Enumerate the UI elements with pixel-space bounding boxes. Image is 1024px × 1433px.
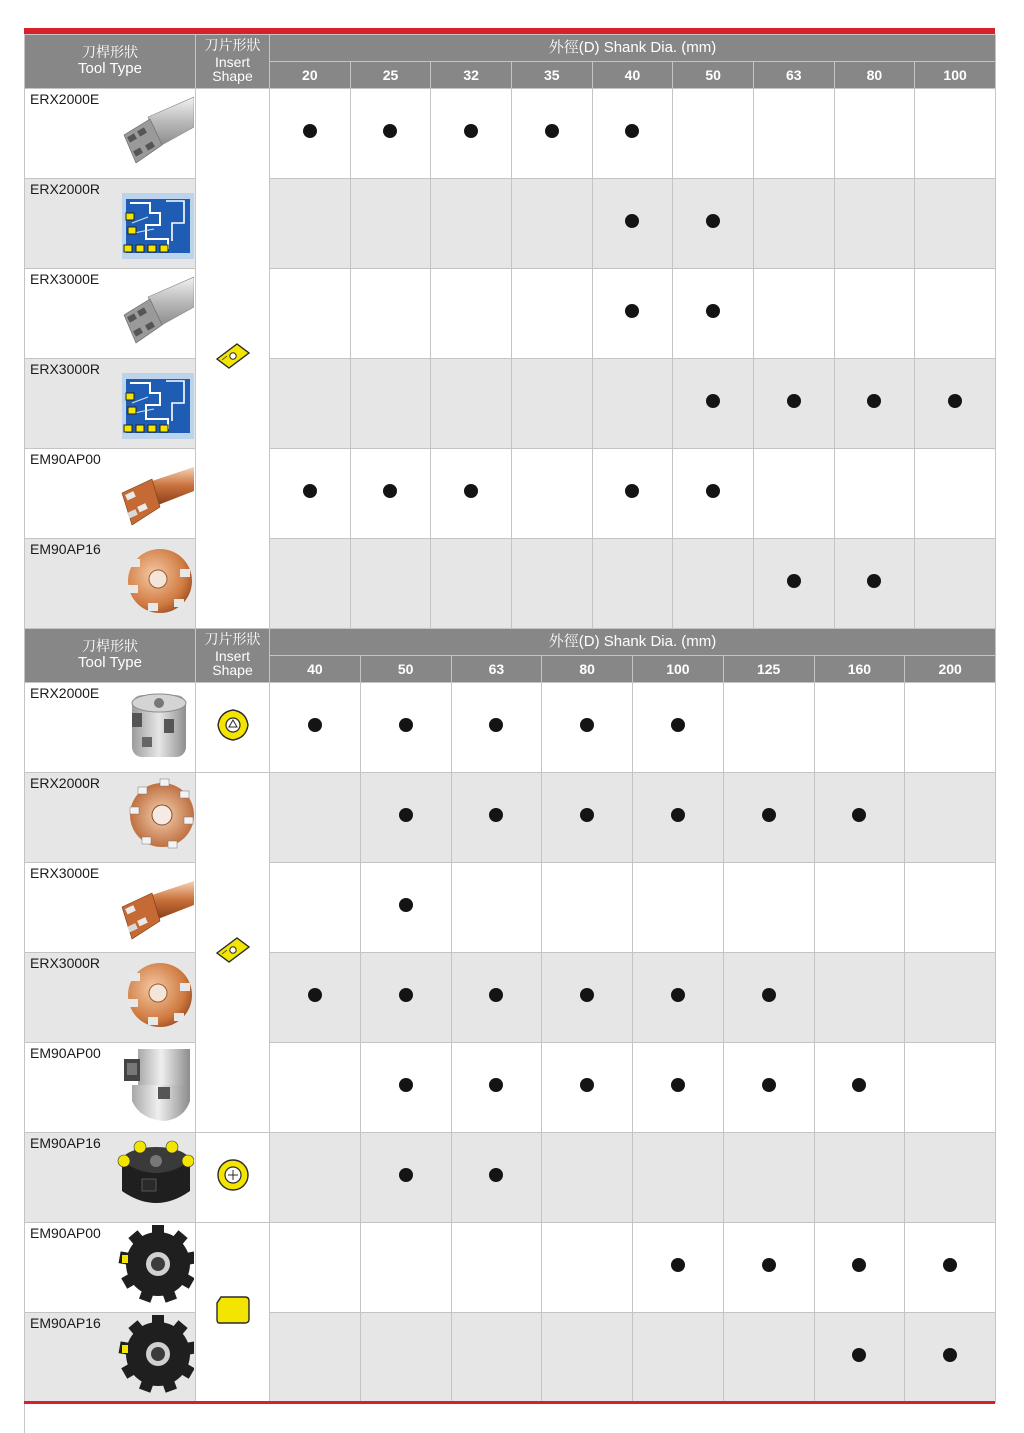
shank-dia-header: 外徑(D) Shank Dia. (mm)	[270, 35, 996, 62]
availability-cell	[360, 953, 451, 1043]
availability-cell	[723, 773, 814, 863]
table-row	[25, 683, 996, 773]
availability-cell	[814, 1133, 905, 1223]
table-row	[25, 269, 996, 359]
availability-cell	[592, 179, 673, 269]
tool-name: EM90AP00	[30, 1045, 101, 1061]
availability-cell	[451, 863, 542, 953]
availability-cell	[633, 1043, 724, 1133]
diameter-80: 80	[542, 656, 633, 683]
table-row	[25, 1223, 996, 1313]
available-dot	[706, 304, 720, 318]
availability-cell	[350, 89, 431, 179]
availability-cell	[814, 773, 905, 863]
availability-cell	[542, 1223, 633, 1313]
table-row	[25, 1043, 996, 1133]
availability-cell	[431, 539, 512, 629]
available-dot	[399, 718, 413, 732]
spec-table-1	[24, 34, 996, 629]
availability-cell	[753, 539, 834, 629]
availability-cell	[360, 773, 451, 863]
diameter-160: 160	[814, 656, 905, 683]
availability-cell	[350, 269, 431, 359]
availability-cell	[673, 359, 754, 449]
available-dot	[852, 808, 866, 822]
available-dot	[489, 808, 503, 822]
table-row	[25, 539, 996, 629]
availability-cell	[451, 1043, 542, 1133]
available-dot	[671, 1078, 685, 1092]
availability-cell	[270, 683, 361, 773]
available-dot	[625, 484, 639, 498]
availability-cell	[451, 953, 542, 1043]
availability-cell	[723, 1223, 814, 1313]
availability-cell	[542, 773, 633, 863]
tool-cell	[25, 539, 196, 629]
drawing-image	[122, 193, 194, 264]
availability-cell	[592, 359, 673, 449]
availability-cell	[511, 179, 592, 269]
availability-cell	[834, 269, 915, 359]
table-row	[25, 773, 996, 863]
available-dot	[580, 1078, 594, 1092]
available-dot	[671, 988, 685, 1002]
available-dot	[464, 124, 478, 138]
table-row	[25, 1133, 996, 1223]
available-dot	[489, 988, 503, 1002]
availability-cell	[431, 449, 512, 539]
availability-cell	[905, 773, 996, 863]
available-dot	[399, 988, 413, 1002]
tool-cell	[25, 953, 196, 1043]
diameter-63: 63	[451, 656, 542, 683]
availability-cell	[814, 683, 905, 773]
availability-cell	[723, 683, 814, 773]
diameter-32: 32	[431, 62, 512, 89]
availability-cell	[270, 359, 351, 449]
tool-name: EM90AP16	[30, 1315, 101, 1331]
tool-name: ERX2000E	[30, 91, 100, 107]
available-dot	[383, 124, 397, 138]
availability-cell	[753, 179, 834, 269]
available-dot	[489, 1168, 503, 1182]
availability-cell	[673, 269, 754, 359]
shank-end-mill-image	[118, 275, 194, 354]
availability-cell	[270, 179, 351, 269]
available-dot	[852, 1078, 866, 1092]
availability-cell	[753, 89, 834, 179]
availability-cell	[905, 683, 996, 773]
available-dot	[399, 1078, 413, 1092]
availability-cell	[633, 773, 724, 863]
availability-cell	[360, 1043, 451, 1133]
tool-cell	[25, 1043, 196, 1133]
available-dot	[706, 214, 720, 228]
availability-cell	[431, 269, 512, 359]
tool-cell	[25, 863, 196, 953]
availability-cell	[633, 1133, 724, 1223]
available-dot	[762, 808, 776, 822]
diameter-125: 125	[723, 656, 814, 683]
availability-cell	[270, 863, 361, 953]
availability-cell	[633, 1313, 724, 1403]
availability-cell	[350, 449, 431, 539]
available-dot	[399, 1168, 413, 1182]
tool-cell	[25, 683, 196, 773]
bottom-red-rule	[24, 1401, 995, 1404]
available-dot	[762, 988, 776, 1002]
tool-cell	[25, 359, 196, 449]
availability-cell	[834, 89, 915, 179]
available-dot	[762, 1078, 776, 1092]
availability-cell	[360, 1133, 451, 1223]
availability-cell	[814, 1313, 905, 1403]
diameter-50: 50	[360, 656, 451, 683]
tool-name: EM90AP00	[30, 1225, 101, 1241]
table-row	[25, 179, 996, 269]
availability-cell	[270, 89, 351, 179]
tool-name: EM90AP16	[30, 1135, 101, 1151]
availability-cell	[723, 863, 814, 953]
availability-cell	[431, 89, 512, 179]
available-dot	[852, 1258, 866, 1272]
available-dot	[580, 718, 594, 732]
copper-end-mill-image	[118, 877, 194, 948]
diameter-100: 100	[915, 62, 996, 89]
diameter-40: 40	[592, 62, 673, 89]
availability-cell	[814, 953, 905, 1043]
silver-shell-mill-image	[118, 1047, 194, 1128]
availability-cell	[511, 539, 592, 629]
availability-cell	[511, 89, 592, 179]
available-dot	[489, 718, 503, 732]
availability-cell	[753, 449, 834, 539]
diameter-50: 50	[673, 62, 754, 89]
availability-cell	[915, 359, 996, 449]
tool-cell	[25, 773, 196, 863]
available-dot	[671, 718, 685, 732]
tool-cell	[25, 269, 196, 359]
availability-cell	[753, 269, 834, 359]
diameter-63: 63	[753, 62, 834, 89]
availability-cell	[905, 1133, 996, 1223]
availability-cell	[633, 863, 724, 953]
availability-cell	[360, 863, 451, 953]
availability-cell	[451, 1313, 542, 1403]
availability-cell	[592, 269, 673, 359]
availability-cell	[451, 1133, 542, 1223]
availability-cell	[905, 863, 996, 953]
diameter-40: 40	[270, 656, 361, 683]
table-row	[25, 953, 996, 1043]
copper-face-mill-image	[118, 545, 194, 624]
availability-cell	[511, 449, 592, 539]
availability-cell	[270, 269, 351, 359]
availability-cell	[814, 1043, 905, 1133]
available-dot	[303, 484, 317, 498]
available-dot	[383, 484, 397, 498]
insert-shape-cell	[196, 1133, 270, 1223]
availability-cell	[814, 1223, 905, 1313]
availability-cell	[673, 179, 754, 269]
available-dot	[399, 808, 413, 822]
insert-shape-header: 刀片形狀 Insert Shape	[196, 35, 270, 89]
availability-cell	[360, 1313, 451, 1403]
tool-cell	[25, 449, 196, 539]
available-dot	[489, 1078, 503, 1092]
parallelogram-insert-icon	[215, 358, 251, 375]
page-margin-line	[24, 1404, 25, 1433]
tool-name: EM90AP16	[30, 541, 101, 557]
available-dot	[580, 988, 594, 1002]
availability-cell	[633, 683, 724, 773]
insert-shape-cell	[196, 773, 270, 1133]
drawing-image	[122, 373, 194, 444]
availability-cell	[905, 1313, 996, 1403]
availability-cell	[915, 449, 996, 539]
available-dot	[464, 484, 478, 498]
available-dot	[943, 1348, 957, 1362]
tool-name: ERX3000R	[30, 361, 101, 377]
tool-name: ERX2000R	[30, 775, 101, 791]
availability-cell	[350, 539, 431, 629]
availability-cell	[350, 359, 431, 449]
availability-cell	[270, 1223, 361, 1313]
availability-cell	[915, 179, 996, 269]
black-slot-cutter-image	[118, 1315, 194, 1398]
availability-cell	[673, 539, 754, 629]
insert-shape-cell	[196, 89, 270, 629]
round-insert-icon	[215, 1180, 251, 1197]
tool-cell	[25, 1223, 196, 1313]
availability-cell	[723, 953, 814, 1043]
diameter-25: 25	[350, 62, 431, 89]
availability-cell	[905, 953, 996, 1043]
availability-cell	[592, 449, 673, 539]
tool-name: ERX2000E	[30, 685, 100, 701]
available-dot	[625, 214, 639, 228]
copper-face-mill-image	[118, 959, 194, 1038]
trigon-insert-icon	[215, 730, 251, 747]
availability-cell	[270, 1133, 361, 1223]
availability-cell	[451, 773, 542, 863]
availability-cell	[723, 1313, 814, 1403]
shank-dia-header: 外徑(D) Shank Dia. (mm)	[270, 629, 996, 656]
table-row	[25, 863, 996, 953]
tool-cell	[25, 179, 196, 269]
parallelogram-insert-icon	[215, 952, 251, 969]
availability-cell	[834, 539, 915, 629]
tool-name: ERX2000R	[30, 181, 101, 197]
availability-cell	[270, 539, 351, 629]
availability-cell	[270, 953, 361, 1043]
diameter-100: 100	[633, 656, 724, 683]
available-dot	[580, 808, 594, 822]
table-row	[25, 89, 996, 179]
availability-cell	[723, 1133, 814, 1223]
available-dot	[867, 574, 881, 588]
available-dot	[867, 394, 881, 408]
copper-disk-mill-image	[124, 777, 194, 858]
availability-cell	[834, 449, 915, 539]
availability-cell	[542, 1133, 633, 1223]
availability-cell	[542, 1313, 633, 1403]
availability-cell	[834, 179, 915, 269]
availability-cell	[834, 359, 915, 449]
available-dot	[943, 1258, 957, 1272]
table-row	[25, 449, 996, 539]
available-dot	[852, 1348, 866, 1362]
insert-shape-header: 刀片形狀 Insert Shape	[196, 629, 270, 683]
availability-cell	[511, 269, 592, 359]
shank-end-mill-image	[118, 95, 194, 174]
tool-type-header: 刀桿形狀 Tool Type	[25, 35, 196, 89]
availability-cell	[542, 683, 633, 773]
available-dot	[308, 718, 322, 732]
tool-name: ERX3000E	[30, 865, 100, 881]
available-dot	[671, 1258, 685, 1272]
availability-cell	[633, 953, 724, 1043]
tool-cell	[25, 1313, 196, 1403]
availability-cell	[350, 179, 431, 269]
black-slot-cutter-image	[118, 1225, 194, 1308]
availability-cell	[431, 179, 512, 269]
availability-cell	[723, 1043, 814, 1133]
availability-cell	[542, 863, 633, 953]
diameter-20: 20	[270, 62, 351, 89]
tool-name: ERX3000E	[30, 271, 100, 287]
available-dot	[706, 484, 720, 498]
availability-cell	[270, 1313, 361, 1403]
availability-cell	[451, 1223, 542, 1313]
availability-cell	[592, 89, 673, 179]
availability-cell	[542, 1043, 633, 1133]
availability-cell	[905, 1043, 996, 1133]
available-dot	[948, 394, 962, 408]
availability-cell	[360, 683, 451, 773]
availability-cell	[673, 89, 754, 179]
availability-cell	[542, 953, 633, 1043]
available-dot	[671, 808, 685, 822]
availability-cell	[270, 1043, 361, 1133]
availability-cell	[633, 1223, 724, 1313]
available-dot	[625, 124, 639, 138]
available-dot	[399, 898, 413, 912]
copper-end-mill-image	[118, 463, 194, 534]
black-face-mill-image	[110, 1139, 194, 1218]
availability-cell	[753, 359, 834, 449]
available-dot	[706, 394, 720, 408]
tool-cell	[25, 1133, 196, 1223]
availability-cell	[511, 359, 592, 449]
silver-face-mill-image	[118, 689, 194, 768]
availability-cell	[592, 539, 673, 629]
availability-cell	[915, 539, 996, 629]
availability-cell	[673, 449, 754, 539]
availability-cell	[431, 359, 512, 449]
available-dot	[762, 1258, 776, 1272]
insert-shape-cell	[196, 683, 270, 773]
availability-cell	[814, 863, 905, 953]
tool-type-header: 刀桿形狀 Tool Type	[25, 629, 196, 683]
available-dot	[787, 574, 801, 588]
available-dot	[787, 394, 801, 408]
diameter-80: 80	[834, 62, 915, 89]
availability-cell	[270, 449, 351, 539]
tool-cell	[25, 89, 196, 179]
availability-cell	[270, 773, 361, 863]
availability-cell	[915, 269, 996, 359]
availability-cell	[915, 89, 996, 179]
availability-cell	[905, 1223, 996, 1313]
diameter-35: 35	[511, 62, 592, 89]
available-dot	[303, 124, 317, 138]
available-dot	[308, 988, 322, 1002]
tool-name: ERX3000R	[30, 955, 101, 971]
available-dot	[545, 124, 559, 138]
availability-cell	[451, 683, 542, 773]
spec-table-2	[24, 628, 996, 1403]
table-row	[25, 1313, 996, 1403]
table-row	[25, 359, 996, 449]
availability-cell	[360, 1223, 451, 1313]
diameter-200: 200	[905, 656, 996, 683]
square-insert-icon	[215, 1312, 251, 1329]
available-dot	[625, 304, 639, 318]
insert-shape-cell	[196, 1223, 270, 1403]
tool-name: EM90AP00	[30, 451, 101, 467]
